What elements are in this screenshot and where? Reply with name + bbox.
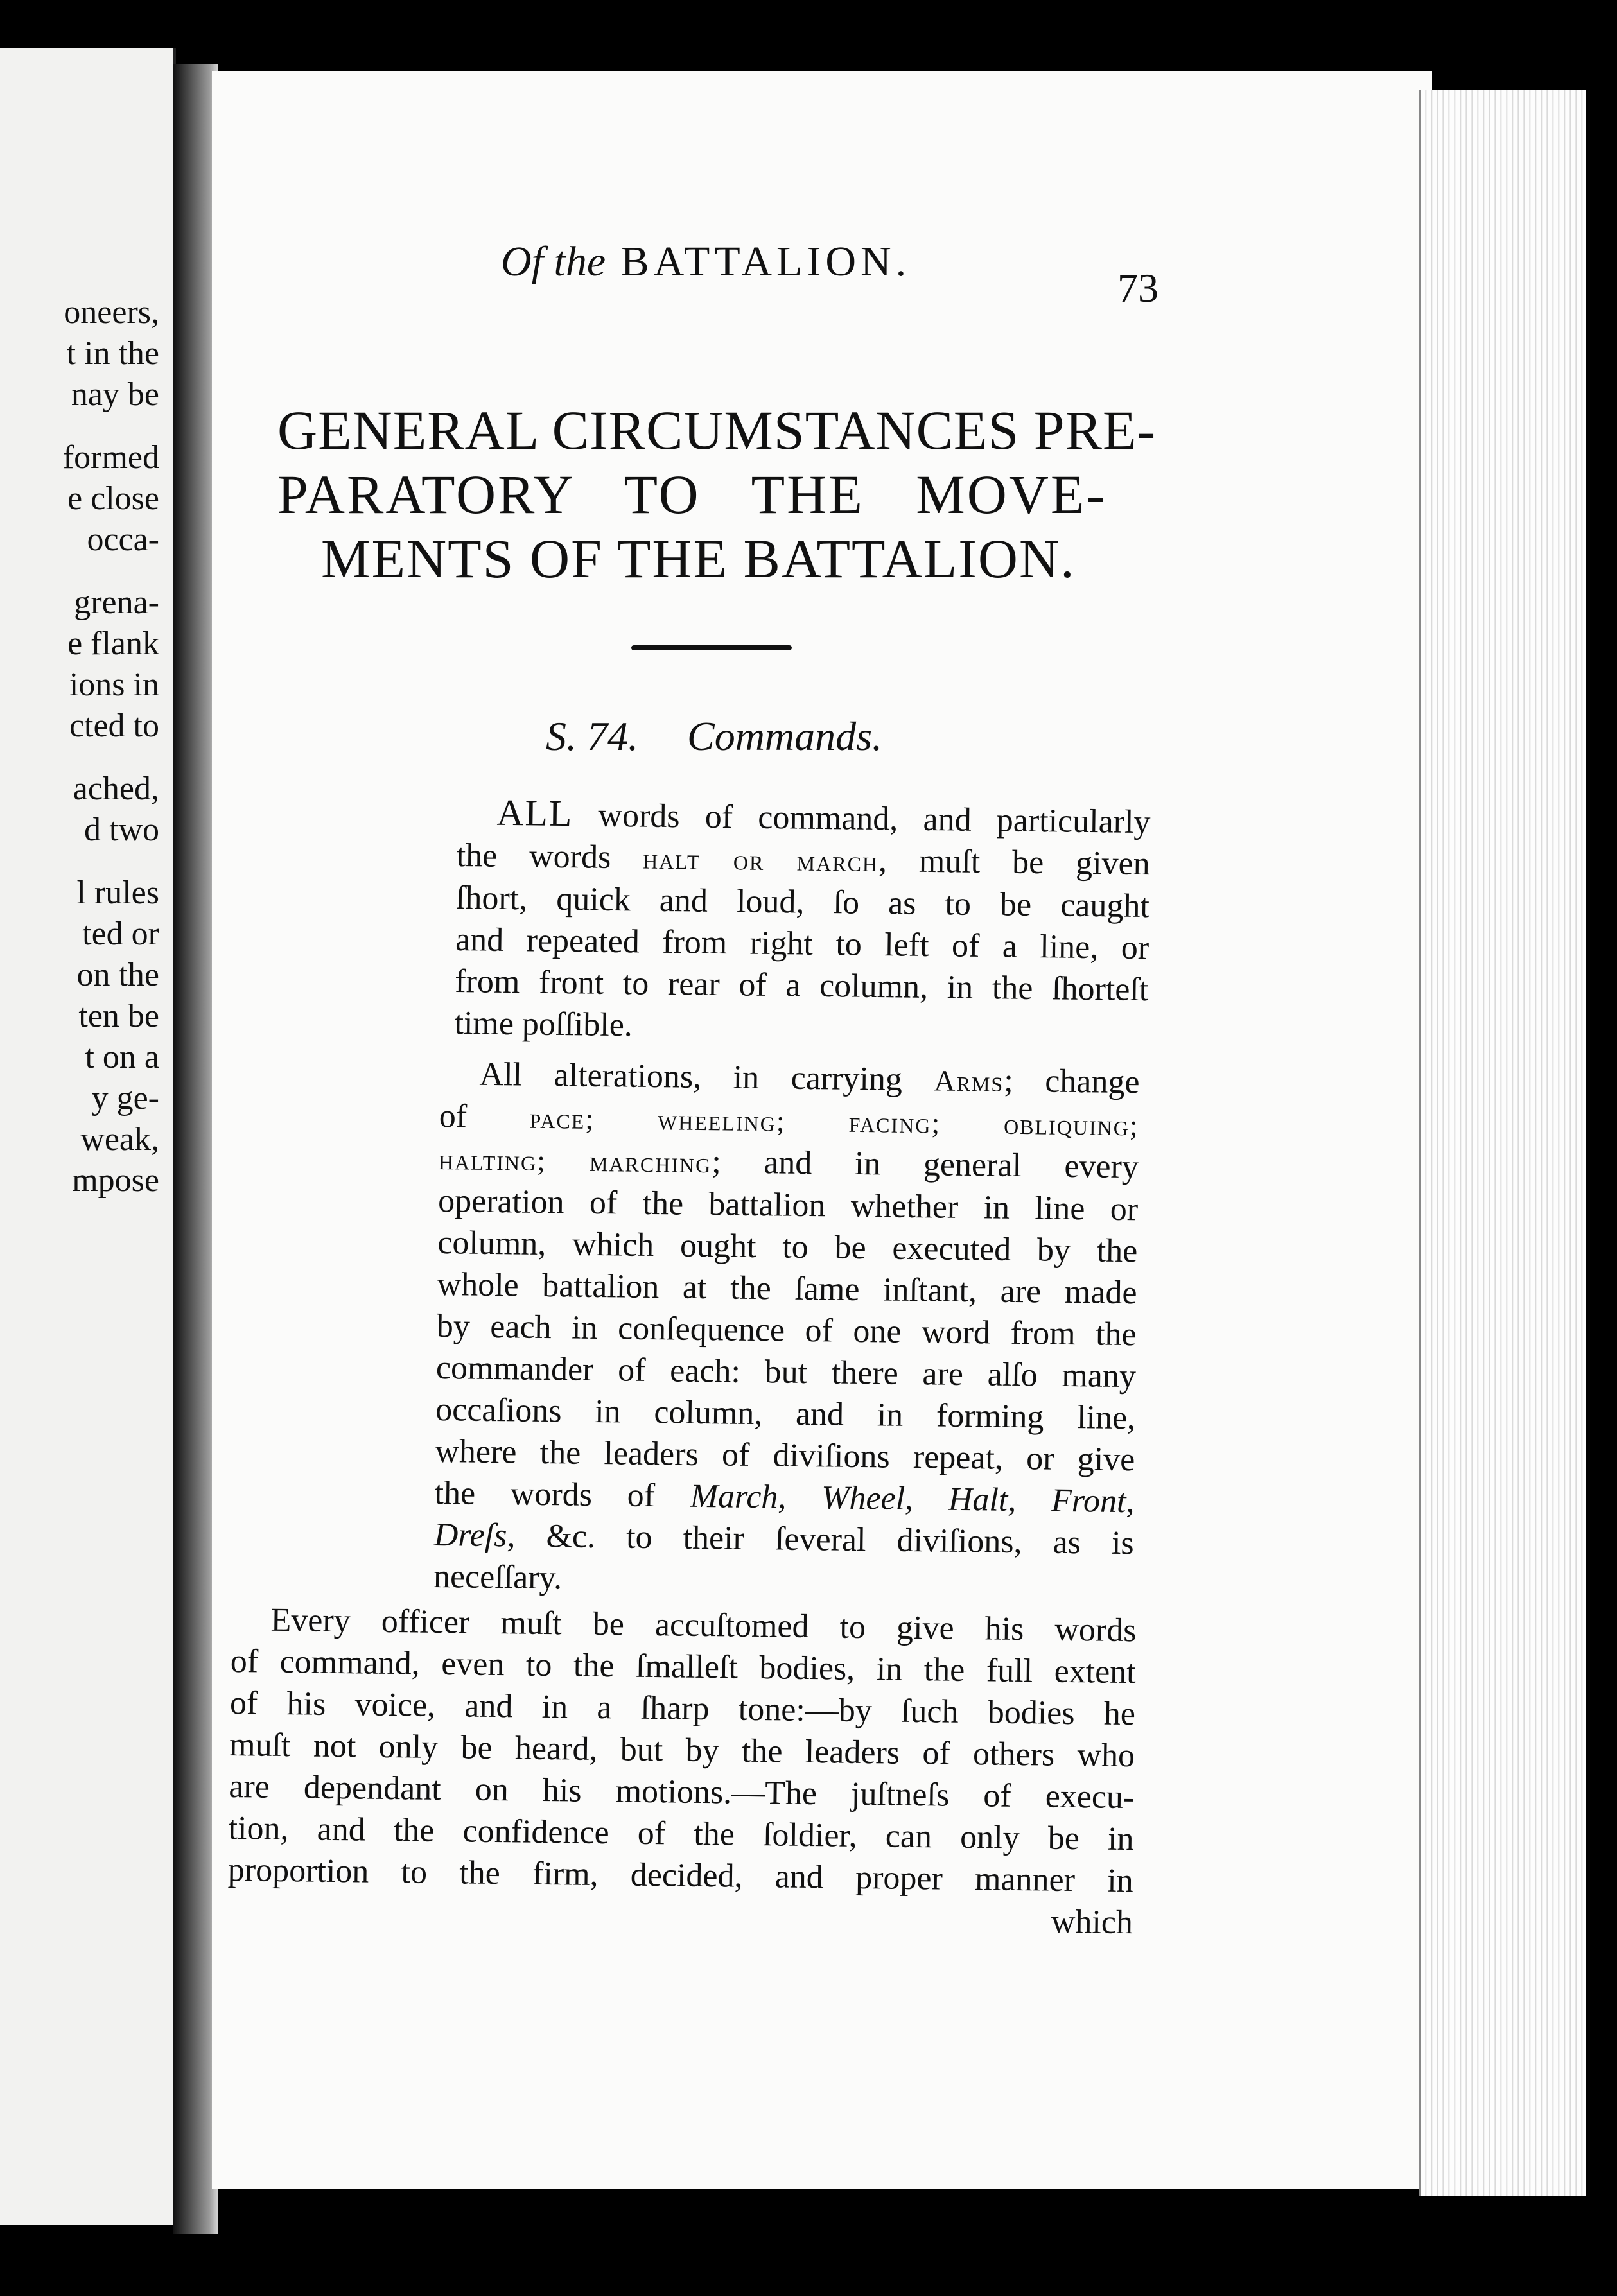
title-line: PARATORY TO THE MOVE- [277,464,1107,525]
text-line: muſt not only be heard, but by the leaders of others who [229,1726,1135,1775]
running-head-of-the: Of the [501,238,606,285]
text-line: Dreſs, &c. to their ſeveral diviſions, as is [433,1516,1135,1562]
catchword: which [1051,1903,1133,1942]
text-line: where the leaders of diviſions repeat, or give [435,1432,1135,1479]
running-head-chapter: BATTALION. [620,238,911,285]
left-line: mpose [72,1162,159,1199]
running-head [501,238,1079,286]
text-line: from front to rear of a column, in the ſhorteſt [455,962,1149,1009]
text-line: occaſions in column, and in forming line, [435,1391,1136,1437]
section-number: S. 74. [546,713,638,759]
left-line: formed [62,439,159,476]
left-facing-page [0,48,176,2225]
left-line: on the [76,957,159,993]
left-line: nay be [71,376,159,413]
paragraph-officer [227,1599,1137,1944]
left-line: grena- [74,584,159,621]
left-line: t on a [85,1039,159,1075]
section-name: Commands. [687,713,883,759]
paragraph-alterations [433,1053,1140,1606]
text-line: All alterations, in carrying Arms; change [479,1056,1140,1101]
text-line: Every officer muſt be accuſtomed to give his words [270,1601,1137,1649]
section-heading [546,713,882,760]
paragraph-commands [454,791,1151,1052]
scan-edge [1586,83,1617,2202]
title-line: GENERAL CIRCUMSTANCES PRE- [277,399,1157,461]
left-line: cted to [69,708,159,744]
text-line: the words halt or march, muſt be given [456,837,1151,883]
left-line: ions in [69,666,159,703]
left-line: weak, [80,1121,159,1158]
text-line: by each in conſequence of one word from the [436,1307,1137,1353]
left-line: y ge- [91,1080,159,1117]
text-line: ALL words of command, and particularly [496,791,1151,841]
page-fore-edges [1419,90,1595,2196]
text-line: ſhort, quick and loud, ſo as to be caught [455,879,1150,925]
left-line: l rules [76,874,159,911]
title-rule [631,645,792,650]
text-line: time poſſible. [454,1004,633,1044]
page-number: 73 [1117,265,1158,311]
left-line: e flank [67,625,159,662]
text-line: of his voice, and in a ſharp tone:—by ſuch bodies he [229,1684,1136,1733]
chapter-title [277,398,1164,591]
left-page-text [63,292,159,1201]
left-line: t in the [66,335,159,372]
text-line: neceſſary. [433,1558,563,1597]
text-line: are dependant on his motions.—The juſtneſs of execu- [229,1768,1135,1816]
left-line: e close [67,480,159,517]
text-line: column, which ought to be executed by the [437,1224,1138,1270]
text-line: whole battalion at the ſame inſtant, are made [437,1265,1137,1312]
text-line: of command, even to the ſmalleſt bodies, in the full extent [230,1642,1137,1691]
title-line: MENTS OF THE BATTALION. [321,528,1076,589]
text-line: and repeated from right to left of a line, or [455,921,1149,967]
text-line: proportion to the firm, decided, and proper manner in [227,1851,1134,1900]
text-line: operation of the battalion whether in line or [437,1182,1139,1228]
left-line: oneers, [64,294,159,331]
text-line: halting; marching; and in general every [438,1142,1139,1186]
left-line: d two [84,812,159,848]
left-line: ted or [82,916,159,952]
text-line: commander of each: but there are alſo many [435,1349,1137,1395]
left-line: occa- [87,521,159,558]
text-line: tion, and the confidence of the ſoldier, can only be in [228,1809,1134,1858]
left-line: ten be [78,998,159,1034]
text-line: the words of March, Wheel, Halt, Front, [434,1474,1135,1520]
text-line: of pace; wheeling; facing; obliquing; [439,1097,1139,1142]
left-line: ached, [73,770,159,807]
